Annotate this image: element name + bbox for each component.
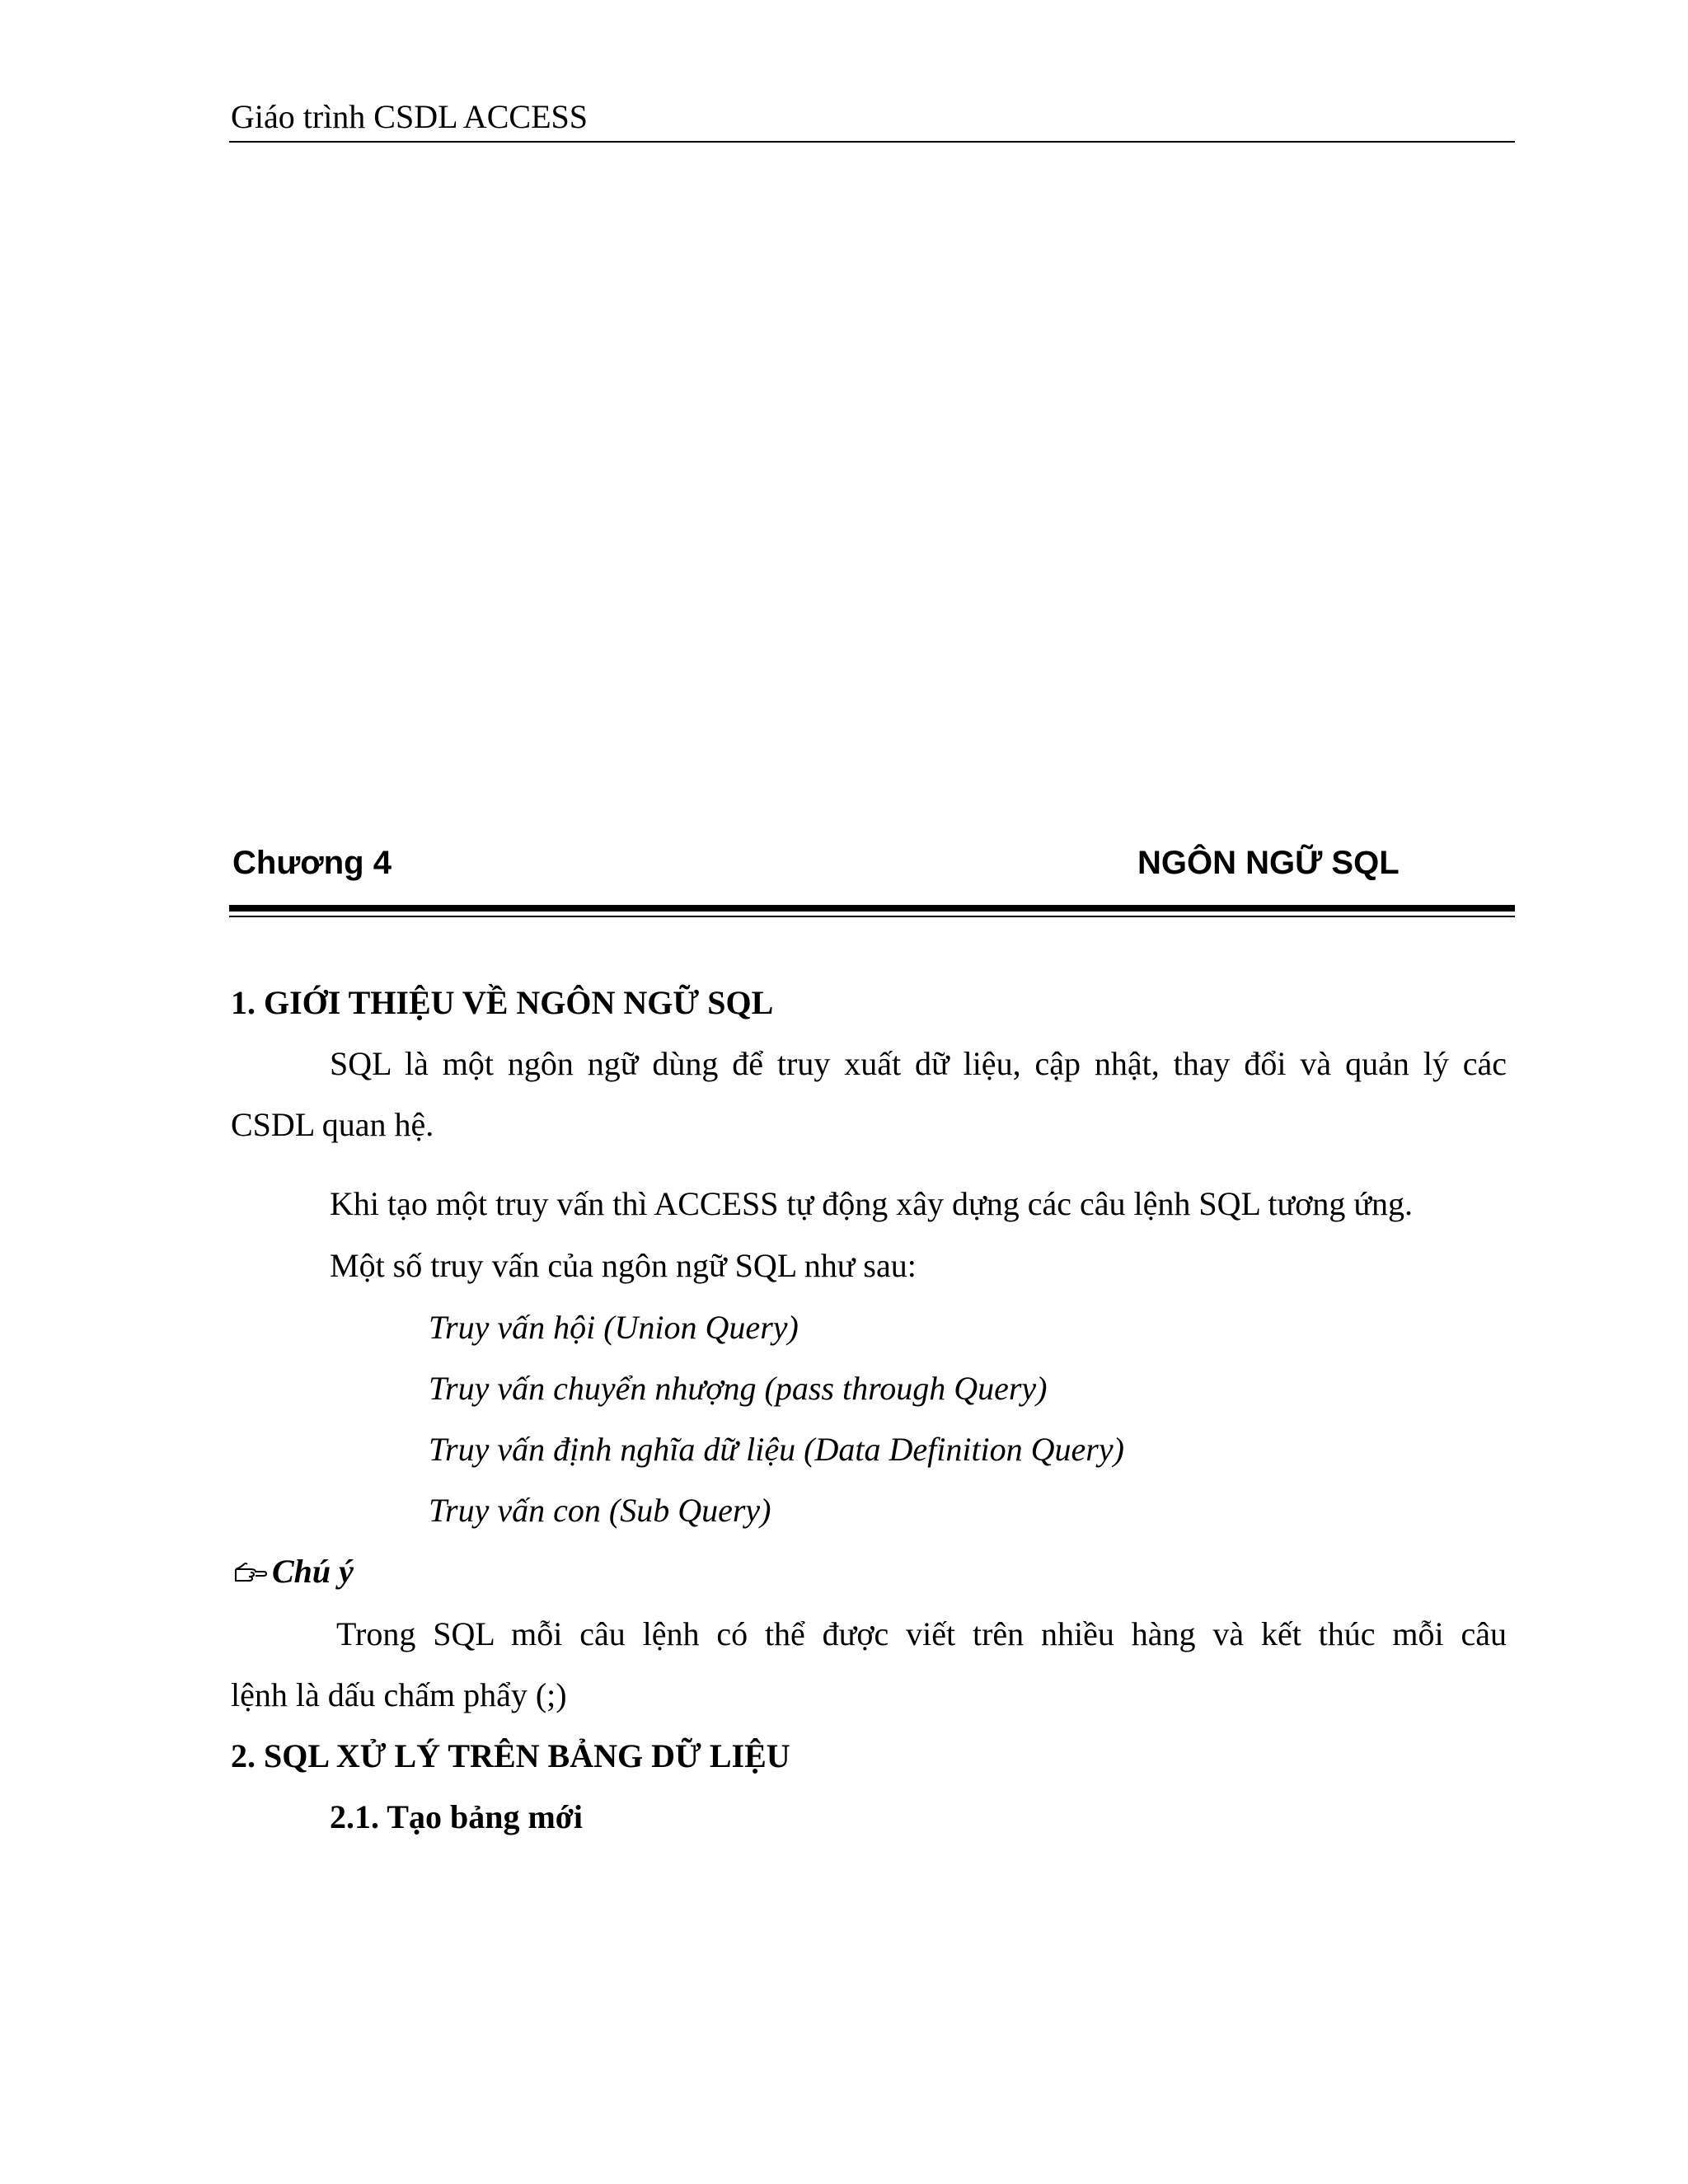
- chapter-title: NGÔN NGỮ SQL: [1137, 845, 1400, 881]
- note-line-2: lệnh là dấu chấm phẩy (;): [231, 1676, 567, 1713]
- note-heading: [234, 1551, 354, 1592]
- section-2-1-subheading: 2.1. Tạo bảng mới: [330, 1798, 584, 1835]
- paragraph-1-line-1: SQL là một ngôn ngữ dùng để truy xuất dữ liệu, cập nhật, thay đổi và quản lý các: [330, 1045, 1507, 1082]
- section-2-heading: 2. SQL XỬ LÝ TRÊN BẢNG DỮ LIỆU: [231, 1737, 790, 1774]
- query-type-item: Truy vấn con (Sub Query): [429, 1492, 771, 1529]
- query-type-item: Truy vấn chuyển nhượng (pass through Query): [429, 1370, 1048, 1407]
- paragraph-2-line-1: Khi tạo một truy vấn thì ACCESS tự động xây dựng các câu lệnh SQL tương ứng.: [330, 1185, 1414, 1222]
- chapter-label: Chương 4: [232, 845, 392, 881]
- pointing-hand-icon: [234, 1561, 267, 1584]
- paragraph-1-line-2: CSDL quan hệ.: [231, 1106, 434, 1143]
- note-label: Chú ý: [272, 1553, 354, 1590]
- section-1-heading: 1. GIỚI THIỆU VỀ NGÔN NGỮ SQL: [231, 984, 774, 1021]
- chapter-rule-thick: [229, 905, 1515, 912]
- running-header: Giáo trình CSDL ACCESS: [231, 98, 588, 135]
- paragraph-2-line-2: Một số truy vấn của ngôn ngữ SQL như sau:: [330, 1247, 917, 1284]
- header-rule: [229, 141, 1515, 143]
- note-line-1: Trong SQL mỗi câu lệnh có thể được viết trên nhiều hàng và kết thúc mỗi câu: [336, 1615, 1507, 1652]
- chapter-rule-thin: [229, 916, 1515, 917]
- query-type-item: Truy vấn định nghĩa dữ liệu (Data Definition Query): [429, 1431, 1124, 1468]
- query-type-item: Truy vấn hội (Union Query): [429, 1309, 799, 1346]
